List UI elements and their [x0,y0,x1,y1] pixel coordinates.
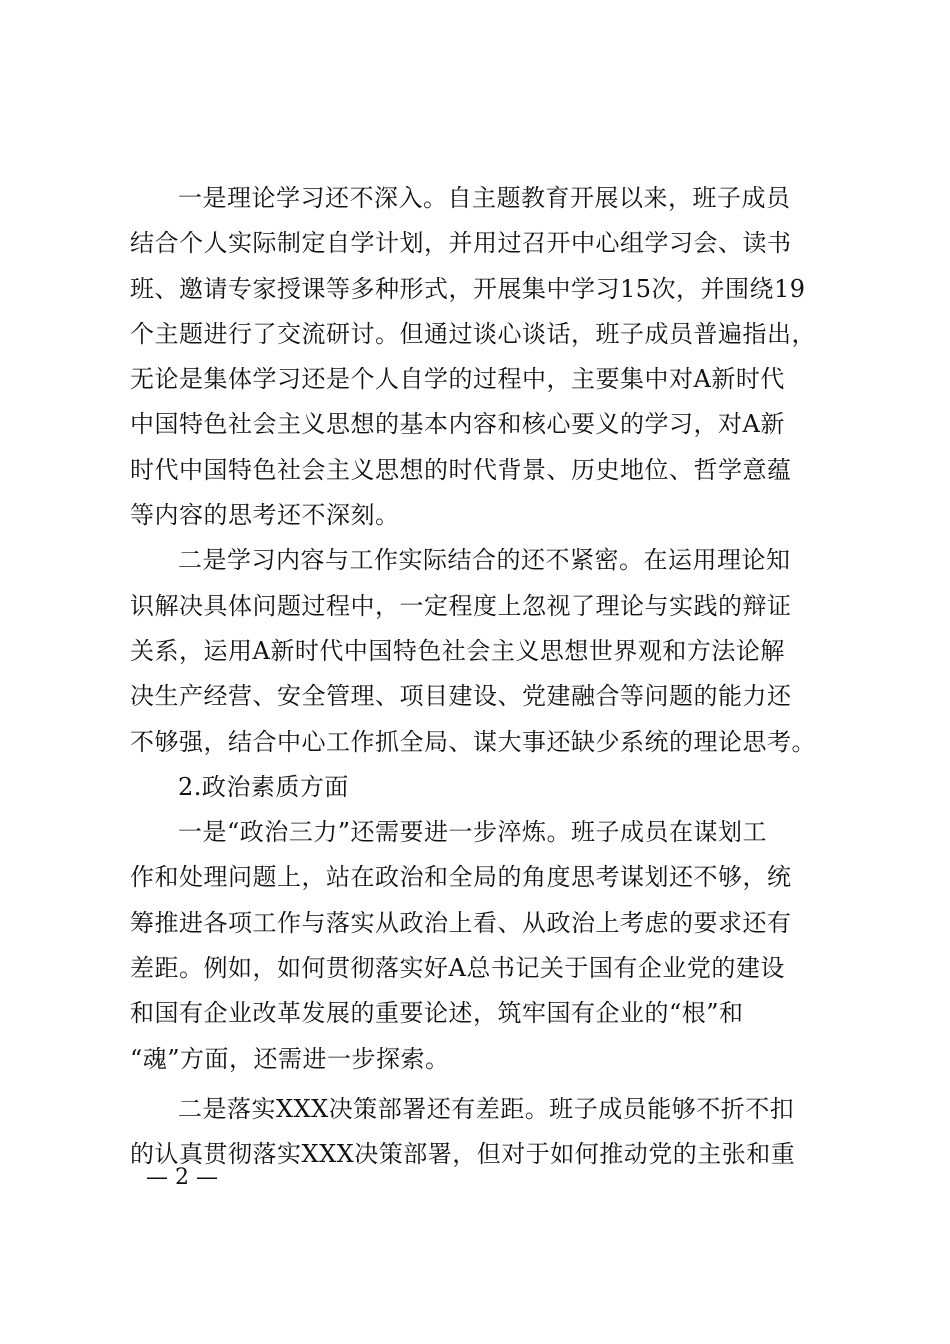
paragraph-1-line-3: 班、邀请专家授课等多种形式，开展集中学习15次，并围绕19 [130,274,806,303]
paragraph-3-line-5: 和国有企业改革发展的重要论述，筑牢国有企业的“根”和 [130,999,744,1028]
paragraph-3-line-4: 差距。例如，如何贯彻落实好A总书记关于国有企业党的建设 [130,954,785,983]
paragraph-2-line-4: 决生产经营、安全管理、项目建设、党建融合等问题的能力还 [130,682,792,711]
paragraph-1-line-5: 无论是集体学习还是个人自学的过程中，主要集中对A新时代 [130,365,785,394]
paragraph-2-line-3: 关系，运用A新时代中国特色社会主义思想世界观和方法论解 [130,636,785,665]
paragraph-1-line-8: 等内容的思考还不深刻。 [130,501,400,530]
section-heading-political-quality: 2.政治素质方面 [178,772,349,801]
paragraph-1-line-1: 一是理论学习还不深入。自主题教育开展以来，班子成员 [178,184,791,212]
body-text [130,176,830,1178]
paragraph-2-line-2: 识解决具体问题过程中，一定程度上忽视了理论与实践的辩证 [130,591,792,620]
paragraph-3-line-6: “魂”方面，还需进一步探索。 [130,1044,450,1073]
paragraph-2-line-1: 二是学习内容与工作实际结合的还不紧密。在运用理论知 [178,546,791,575]
paragraph-3-line-1: 一是“政治三力”还需要进一步淬炼。班子成员在谋划工 [178,818,768,847]
paragraph-3-line-2: 作和处理问题上，站在政治和全局的角度思考谋划还不够，统 [130,863,792,892]
paragraph-1-line-2: 结合个人实际制定自学计划，并用过召开中心组学习会、读书 [130,229,792,258]
paragraph-1-line-6: 中国特色社会主义思想的基本内容和核心要义的学习，对A新 [130,410,785,439]
paragraph-2-line-5: 不够强，结合中心工作抓全局、谋大事还缺少系统的理论思考。 [130,727,816,756]
page-number: — 2 — [146,1165,218,1190]
paragraph-3-line-3: 筹推进各项工作与落实从政治上看、从政治上考虑的要求还有 [130,908,792,937]
paragraph-4-line-2: 的认真贯彻落实XXX决策部署，但对于如何推动党的主张和重 [130,1140,796,1169]
paragraph-1-line-4: 个主题进行了交流研讨。但通过谈心谈话，班子成员普遍指出， [130,319,816,348]
paragraph-1-line-7: 时代中国特色社会主义思想的时代背景、历史地位、哲学意蕴 [130,455,792,484]
paragraph-4-line-1: 二是落实XXX决策部署还有差距。班子成员能够不折不扣 [178,1094,795,1123]
